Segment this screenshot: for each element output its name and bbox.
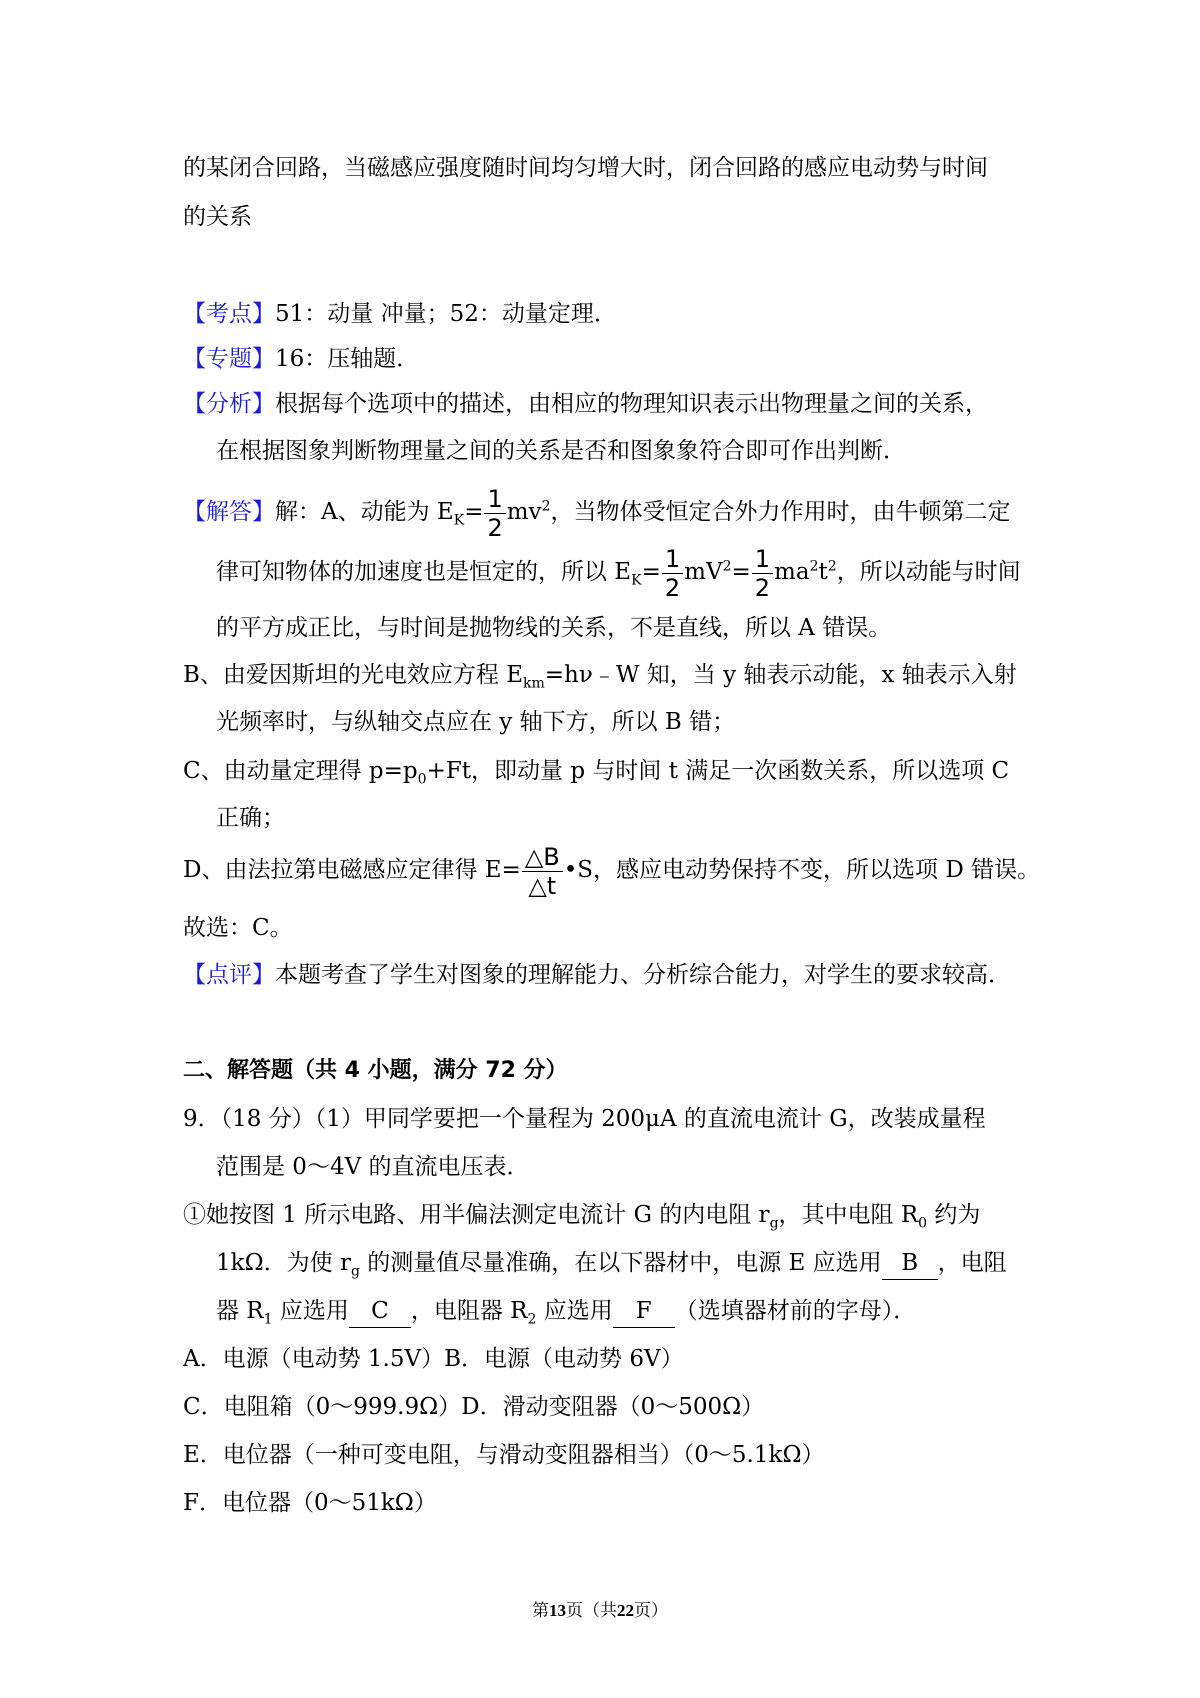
- q9-l5-mid3: 应选用: [536, 1298, 613, 1324]
- q9-line-1: 9．（18 分）（1）甲同学要把一个量程为 200μA 的直流电流计 G，改装成量程: [183, 1106, 986, 1132]
- r1-subscript: 1: [263, 1311, 273, 1328]
- delta-fraction: [522, 842, 563, 900]
- q9-l4-tail: ，电阻: [937, 1250, 1007, 1276]
- choice-f: F．电位器（0～51kΩ）: [183, 1490, 437, 1516]
- fraction-numerator: 1: [484, 487, 505, 514]
- fraction-denominator: 2: [664, 573, 681, 602]
- jieda-a1-text: 解：A、动能为 E: [275, 499, 454, 525]
- footer-pre: 第: [532, 1601, 549, 1621]
- superscript: 2: [827, 558, 837, 575]
- option-b-line-1: [183, 659, 1017, 691]
- superscript: 2: [541, 498, 551, 515]
- option-c-text: C、由动量定理得 p=p: [183, 758, 418, 784]
- rg-subscript: g: [350, 1263, 360, 1280]
- choice-c-d: C．电阻箱（0～999.9Ω）D．滑动变阻器（0～500Ω）: [183, 1394, 765, 1420]
- fenxi-line-1: [183, 388, 988, 420]
- rg-subscript: g: [769, 1215, 779, 1232]
- half-fraction: [484, 484, 505, 542]
- superscript: 2: [722, 558, 732, 575]
- jieda-a2-tail: ，所以动能与时间: [836, 559, 1021, 585]
- q9-l4-mid: 的测量值尽量准确，在以下器材中，电源 E 应选用: [359, 1250, 882, 1276]
- half-fraction: [662, 544, 683, 602]
- page-footer: [0, 1596, 1200, 1621]
- choice-e: E．电位器（一种可变电阻，与滑动变阻器相当）（0～5.1kΩ）: [183, 1442, 825, 1468]
- option-c-line-1: [183, 755, 1009, 787]
- option-b-tail: =hν﹣W 知，当 y 轴表示动能，x 轴表示入射: [544, 662, 1017, 688]
- jieda-line-3: 的平方成正比，与时间是抛物线的关系，不是直线，所以 A 错误。: [216, 615, 892, 641]
- choice-a-b: A．电源（电动势 1.5V）B．电源（电动势 6V）: [183, 1346, 684, 1372]
- q9-l5-text: 器 R: [216, 1298, 264, 1324]
- q9-l3-text: ①她按图 1 所示电路、用半偏法测定电流计 G 的内电阻 r: [183, 1202, 770, 1228]
- dianping-line: [183, 959, 1011, 991]
- answer-blank-e: B: [882, 1247, 938, 1280]
- zhuanti-line: [183, 343, 419, 375]
- r2-subscript: 2: [527, 1311, 537, 1328]
- ek-subscript: K: [631, 572, 642, 589]
- jieda-line-1: [183, 484, 1010, 540]
- half-fraction: [752, 544, 773, 602]
- page-total: 22: [617, 1601, 634, 1620]
- equals-sign: =: [731, 559, 751, 585]
- section-heading: 二、解答题（共 4 小题，满分 72 分）: [183, 1058, 568, 1083]
- q9-l3-tail: 约为: [927, 1202, 981, 1228]
- fraction-numerator: △B: [522, 845, 563, 872]
- q9-line-4: [216, 1247, 1007, 1280]
- ma-text: ma: [774, 559, 810, 585]
- q9-l5-mid1: 应选用: [272, 1298, 349, 1324]
- q9-line-2: 范围是 0～4V 的直流电压表．: [216, 1154, 530, 1180]
- mv-text: mV: [684, 559, 723, 585]
- answer-blank-r1: C: [349, 1295, 411, 1328]
- option-c-tail: +Ft，即动量 p 与时间 t 满足一次函数关系，所以选项 C: [426, 758, 1010, 784]
- fenxi-text-1: 根据每个选项中的描述，由相应的物理知识表示出物理量之间的关系，: [275, 391, 988, 417]
- fraction-denominator: 2: [487, 513, 503, 542]
- equals-sign: =: [641, 559, 661, 585]
- option-c-line-2: 正确；: [216, 805, 285, 831]
- kaodian-tag: 【考点】: [183, 301, 275, 327]
- zhuanti-text: 16：压轴题．: [275, 346, 420, 372]
- q9-l5-tail: （选填器材前的字母）．: [674, 1298, 917, 1324]
- option-d-text: D、由法拉第电磁感应定律得 E=: [183, 857, 521, 883]
- r0-subscript: 0: [918, 1215, 928, 1232]
- kaodian-line: [183, 298, 617, 330]
- fenxi-line-2: 在根据图象判断物理量之间的关系是否和图象象符合即可作出判断．: [216, 438, 906, 464]
- fraction-numerator: 1: [662, 547, 683, 574]
- jieda-a1-tail: ，当物体受恒定合外力作用时，由牛顿第二定: [550, 499, 1011, 525]
- option-d-line: [183, 842, 1040, 898]
- fraction-numerator: 1: [752, 547, 773, 574]
- t-text: t: [818, 559, 828, 585]
- equals-sign: =: [464, 499, 484, 525]
- q9-l4-text: 1kΩ．为使 r: [216, 1250, 351, 1276]
- jieda-line-2: [216, 544, 1021, 600]
- fraction-denominator: △t: [528, 871, 557, 900]
- q9-line-3: [183, 1199, 980, 1231]
- ek-subscript: K: [453, 512, 465, 529]
- q9-l3-mid: ，其中电阻 R: [778, 1202, 919, 1228]
- answer-line: 故选：C。: [183, 915, 293, 941]
- jieda-a2-text: 律可知物体的加速度也是恒定的，所以 E: [216, 559, 632, 585]
- footer-mid: 页（共: [566, 1601, 617, 1621]
- dianping-tag: 【点评】: [183, 962, 275, 988]
- intro-line-2: 的关系: [183, 204, 252, 230]
- zhuanti-tag: 【专题】: [183, 346, 275, 372]
- fenxi-tag: 【分析】: [183, 391, 275, 417]
- superscript: 2: [809, 558, 819, 575]
- jieda-tag: 【解答】: [183, 499, 275, 525]
- answer-blank-r2: F: [613, 1295, 675, 1328]
- ekm-subscript: km: [523, 675, 545, 692]
- mv-text: mv: [506, 499, 542, 525]
- page-number: 13: [549, 1601, 566, 1620]
- option-b-text: B、由爱因斯坦的光电效应方程 E: [183, 662, 524, 688]
- kaodian-text: 51：动量 冲量；52：动量定理．: [275, 301, 617, 327]
- dianping-text: 本题考查了学生对图象的理解能力、分析综合能力，对学生的要求较高．: [275, 962, 1011, 988]
- intro-line-1: 的某闭合回路，当磁感应强度随时间均匀增大时，闭合回路的感应电动势与时间: [183, 155, 988, 181]
- fraction-denominator: 2: [754, 573, 771, 602]
- q9-line-5: [216, 1295, 916, 1328]
- footer-post: 页）: [634, 1601, 668, 1621]
- option-d-tail: •S，感应电动势保持不变，所以选项 D 错误。: [563, 857, 1041, 883]
- q9-l5-mid2: ，电阻器 R: [410, 1298, 528, 1324]
- option-b-line-2: 光频率时，与纵轴交点应在 y 轴下方，所以 B 错；: [216, 709, 736, 735]
- p0-subscript: 0: [417, 771, 427, 788]
